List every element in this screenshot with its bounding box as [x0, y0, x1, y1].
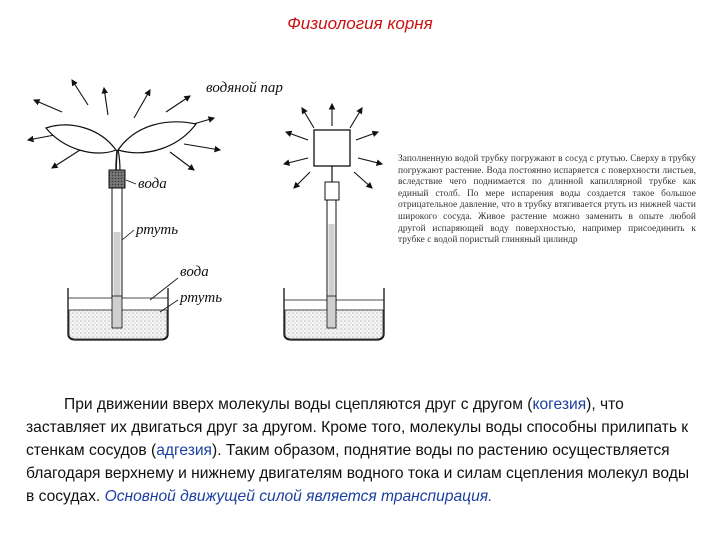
paragraph-part-3: ). Таким образом, поднятие воды по растению осуществляется благодаря верхнему и нижнему двигателям водного тока и силам сцепления молекул воды в сосудах. [26, 442, 690, 505]
label-mercury-tube: ртуть [136, 222, 179, 238]
label-mercury-vessel: ртуть [180, 290, 223, 306]
experiment-description: Заполненную водой трубку погружают в сосуд с ртутью. Сверху в трубку погружают растение. Вода постоянно испаряется с поверхности листьев, вследствие чего поднимается по длинной капиллярной трубке как единый столб. По мере испарения воды создается такое большое отрицательное давление, что в трубку втягивается ртуть из нижней части широкого сосуда. Живое растение можно заменить в опыте любой другой испаряющей воду поверхностью, например присоединить к трубке с водой пористый глиняный цилиндр [398, 154, 696, 246]
term-cohesion: когезия [532, 396, 587, 413]
label-water-vessel: вода [180, 264, 209, 280]
label-water-tube: вода [138, 176, 167, 192]
plant-apparatus [28, 80, 283, 340]
conclusion-text: Основной движущей силой является транспирация. [104, 488, 493, 505]
label-vapor: водяной пар [206, 80, 283, 96]
paragraph-part-1: При движении вверх молекулы воды сцепляются друг с другом ( [64, 396, 533, 413]
term-adhesion: адгезия [156, 442, 213, 459]
page-title: Физиология корня [287, 14, 433, 33]
main-paragraph [26, 393, 698, 508]
paragraph-part-2: ), что заставляет их двигаться друг за другом. Кроме того, молекулы воды способны прилипать к стенкам сосудов ( [26, 396, 689, 459]
porous-cylinder-apparatus [284, 104, 384, 340]
